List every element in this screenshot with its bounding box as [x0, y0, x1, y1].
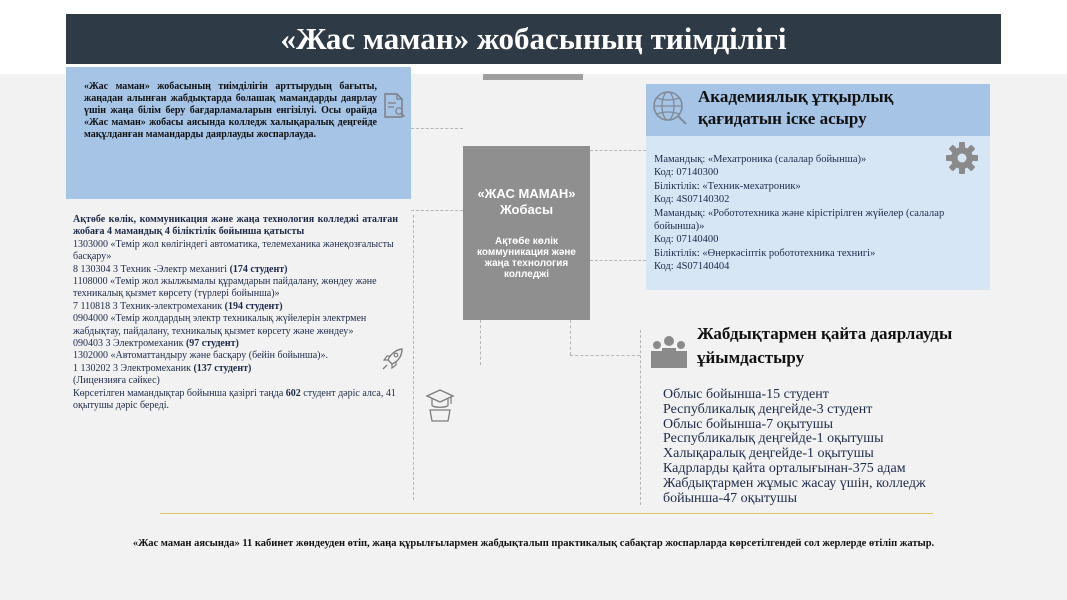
qualification-line: Біліктілік: «Техник-мехатроник»: [654, 180, 801, 192]
people-icon: [648, 334, 690, 375]
specialty-line: 1108000 «Темір жол жылжымалы құрамдарын пайдалану, жөндеу және техникалық қызмет көрсету (түрлері бойынша)»: [73, 276, 377, 300]
connector-line: [570, 320, 571, 355]
center-title: «ЖАС МАМАН» Жобасы: [477, 186, 576, 217]
retraining-item: Жабдықтармен жұмыс жасау үшін, колледж бойынша-47 оқытушы: [663, 475, 926, 506]
student-count: (97 студент): [185, 338, 239, 350]
page-title: «Жас маман» жобасының тиімділігі: [66, 14, 1001, 64]
retraining-list: [663, 388, 983, 506]
qualification-line: Біліктілік: «Өнеркәсіптік робототехника технигі»: [654, 247, 876, 259]
center-subtitle: Ақтөбе көлік коммуникация және жаңа технология колледжі: [477, 236, 576, 280]
participation-heading: Ақтөбе көлік, коммуникация және жаңа технология колледжі аталған жобаға 4 мамандық 4 біліктілік бойынша қатысты: [73, 214, 398, 238]
specialty-line: Мамандық: «Робототехника және кірістірілген жүйелер (салалар бойынша)»: [654, 207, 945, 233]
retraining-item: Кадрларды қайта орталығынан-375 адам: [663, 460, 906, 476]
footer-divider: [160, 513, 933, 514]
connector-line: [413, 215, 414, 500]
retraining-item: Халықаралық деңгейде-1 оқытушы: [663, 446, 874, 462]
qualification-line: 8 130304 3 Техник -Электр механигі (174 студент): [73, 263, 288, 275]
code-line: Код: 07140300: [654, 167, 719, 179]
qualification-line: 1 130202 3 Электромеханик (137 студент): [73, 362, 252, 374]
total-students: 602: [285, 387, 301, 399]
retraining-item: Республикалық деңгейде-3 студент: [663, 401, 873, 417]
student-count: (174 студент): [229, 263, 288, 275]
academic-mobility-title: Академиялық ұтқырлық қағидатын іске асыру: [698, 87, 894, 128]
connector-line: [411, 210, 463, 211]
academic-mobility-list: [654, 153, 984, 274]
document-icon: [382, 93, 406, 124]
retraining-title: Жабдықтармен қайта даярлауды ұйымдастыру: [697, 324, 953, 367]
specialty-line: Мамандық: «Мехатроника (салалар бойынша)»: [654, 154, 867, 165]
participation-details: [73, 214, 398, 413]
retraining-item: Облыс бойынша-15 студент: [663, 387, 829, 402]
student-count: (194 студент): [224, 300, 283, 312]
footer-text: «Жас маман аясында» 11 кабинет жөндеуден өтіп, жаңа құрылғылармен жабдықталып практикалық сабақтар жоспарларда көрсетілгендей сол жерлерде өтіліп жатыр.: [132, 538, 935, 549]
specialty-line: 0904000 «Темір жолдардың электр техникалық жүйелерін электрмен жабдықтау, пайдалану, техникалық қызмет көрсету және жөндеу»: [73, 313, 367, 337]
connector-line: [590, 150, 646, 151]
specialty-line: 1302000 «Автоматтандыру және басқару (бейін бойынша)».: [73, 350, 328, 362]
student-count: (137 студент): [193, 362, 252, 374]
license-note: (Лицензияға сәйкес): [73, 375, 160, 387]
graduation-icon: [425, 388, 455, 429]
code-line: Код: 07140400: [654, 234, 719, 246]
center-project-box: [463, 146, 590, 320]
project-goal-text: «Жас маман» жобасының тиімділігін арттырудың бағыты, жаңадан алынған жабдықтарда болашақ мамандарды даярлау үшін жаңа білім беру бағдарламаларын енгізілуі. Осы орайда «Жас маман» жобасы аясында колледж халықаралық деңгейде мақұлданған мамандарды даярлауды жоспарлауда.: [84, 81, 377, 140]
retraining-item: Республикалық деңгейде-1 оқытушы: [663, 431, 884, 447]
connector-line: [590, 260, 646, 261]
title-connector-bar: [483, 74, 583, 80]
gear-icon: [944, 140, 980, 181]
code-line: Код: 4S07140404: [654, 261, 730, 273]
total-summary: Көрсетілген мамандықтар бойынша қазіргі таңда 602 студент дәріс алса, 41 оқытушы дәріс береді.: [73, 387, 396, 412]
connector-line: [411, 128, 463, 129]
retraining-item: Облыс бойынша-7 оқытушы: [663, 416, 833, 432]
specialty-line: 1303000 «Темір жол көлігіндегі автоматика, телемеханика жәнеқозғалысты басқару»: [73, 238, 394, 263]
qualification-line: 090403 3 Электромеханик (97 студент): [73, 338, 239, 350]
connector-line: [480, 320, 481, 365]
connector-line: [640, 330, 641, 505]
rocket-icon: [380, 346, 406, 377]
code-line: Код: 4S07140302: [654, 194, 730, 206]
globe-icon: [650, 88, 690, 133]
qualification-line: 7 110818 3 Техник-электромеханик (194 студент): [73, 300, 283, 312]
project-goal-box: [66, 67, 411, 199]
connector-line: [570, 355, 640, 356]
